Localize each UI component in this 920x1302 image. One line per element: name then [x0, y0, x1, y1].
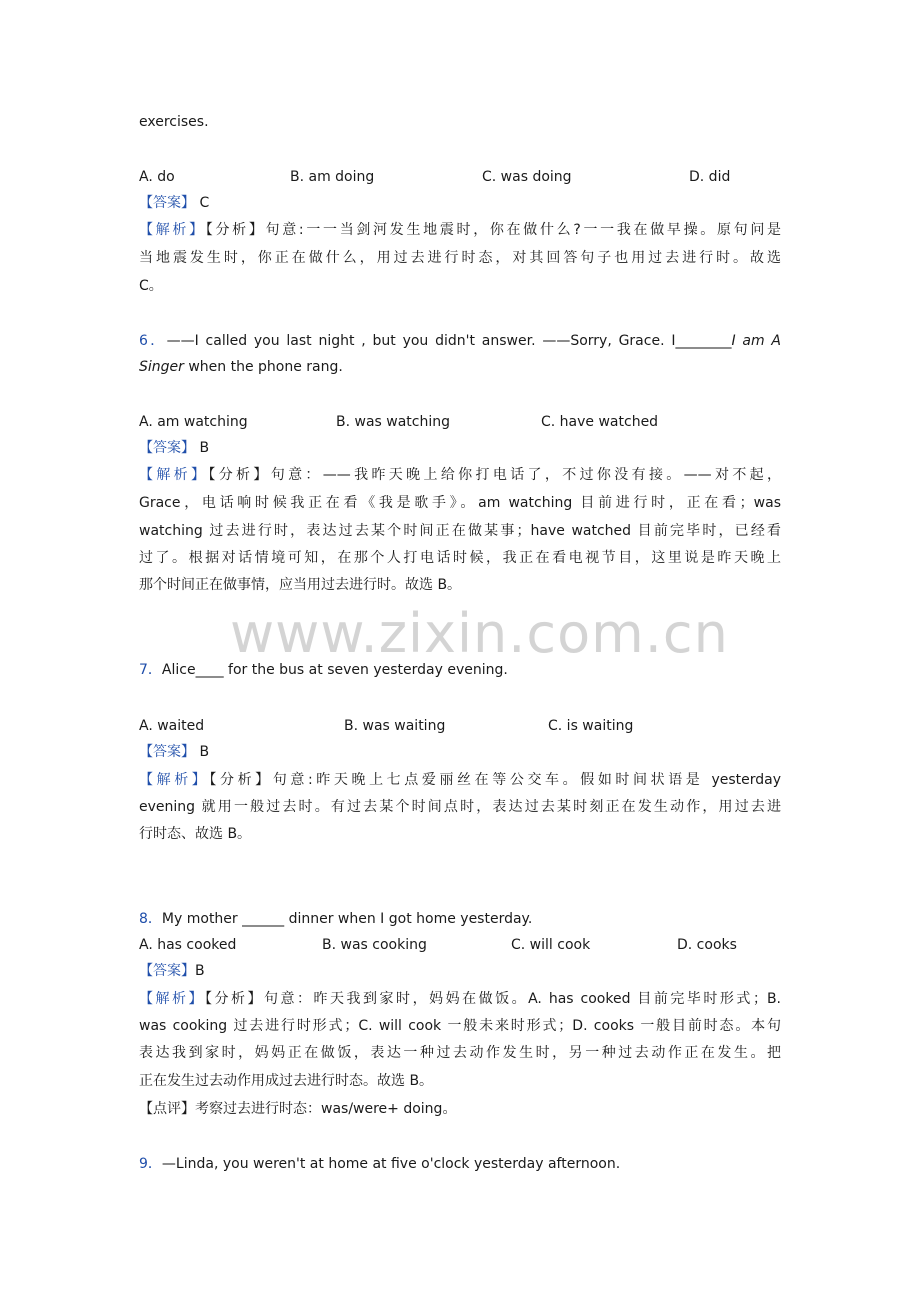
- comment-text: 考察过去进行时态：was/were+ doing。: [195, 1101, 457, 1117]
- q7-option-a: A. waited: [139, 718, 205, 734]
- q7-answer: [139, 742, 781, 762]
- fenxi-tag: 【分析】: [209, 772, 273, 788]
- analysis-tag: 【解析】: [139, 991, 206, 1007]
- q8-analysis-line-2: was cooking 过去进行时形式；C. will cook 一般未来时形式；D. cooks 一般目前时态。本句: [139, 1018, 781, 1034]
- q5-option-c: C. was doing: [482, 169, 572, 185]
- q7-blank: ____: [195, 662, 224, 678]
- q8-option-b: B. was cooking: [322, 937, 427, 953]
- q6-stem-text: ——I called you last night , but you didn't answer. ——Sorry, Grace. I________: [166, 333, 732, 349]
- q9-stem: [139, 1154, 781, 1174]
- analysis-text: 句意:昨天晚上七点爱丽丝在等公交车。假如时间状语是 yesterday: [272, 772, 781, 788]
- q6-stem-italic: I am A: [731, 333, 781, 349]
- answer-value: B: [199, 440, 210, 456]
- comment-tag: 【点评】: [139, 1101, 195, 1117]
- answer-value: B: [195, 963, 205, 979]
- q5-option-d: D. did: [689, 169, 731, 185]
- fenxi-tag: 【分析】: [205, 991, 265, 1007]
- question-number: 7．: [139, 662, 162, 678]
- q6-stem-text-2: when the phone rang.: [183, 359, 343, 375]
- analysis-text: 句意：昨天我到家时，妈妈在做饭。A. has cooked 目前完毕时形式；B.: [264, 991, 781, 1007]
- answer-tag: 【答案】: [139, 195, 195, 211]
- answer-tag: 【答案】: [139, 744, 195, 760]
- q6-option-c: C. have watched: [541, 414, 659, 430]
- question-number: 9．: [139, 1156, 162, 1172]
- fenxi-tag: 【分析】: [208, 467, 271, 483]
- q8-comment: [139, 1099, 781, 1119]
- q5-analysis-line-1: [139, 220, 781, 240]
- q7-analysis-line-1: [139, 770, 781, 790]
- q8-option-a: A. has cooked: [139, 937, 237, 953]
- q8-analysis-line-3: 表达我到家时，妈妈正在做饭，表达一种过去动作发生时，另一种过去动作正在发生。把: [139, 1045, 781, 1061]
- q8-option-c: C. will cook: [511, 937, 591, 953]
- q9-stem-text: —Linda, you weren't at home at five o'clock yesterday afternoon.: [161, 1156, 621, 1172]
- analysis-tag: 【解析】: [139, 222, 206, 238]
- q7-stem-text: Alice: [161, 662, 196, 678]
- q6-analysis-line-1: [139, 465, 781, 485]
- question-number: 8．: [139, 911, 162, 927]
- analysis-tag: 【解析】: [139, 772, 210, 788]
- q8-stem: [139, 909, 781, 929]
- q5-stem-end: exercises.: [139, 114, 209, 130]
- q7-analysis-line-3: 行时态、故选 B。: [139, 826, 252, 842]
- q8-option-d: D. cooks: [677, 937, 737, 953]
- q6-analysis-line-5: 那个时间正在做事情，应当用过去进行时。故选 B。: [139, 577, 462, 593]
- q6-analysis-line-4: 过了。根据对话情境可知，在那个人打电话时候，我正在看电视节目，这里说是昨天晚上: [139, 550, 781, 566]
- analysis-tag: 【解析】: [139, 467, 209, 483]
- q5-option-b: B. am doing: [290, 169, 375, 185]
- q7-option-b: B. was waiting: [344, 718, 446, 734]
- q7-stem: [139, 660, 781, 680]
- answer-tag: 【答案】: [139, 963, 195, 979]
- q7-option-c: C. is waiting: [548, 718, 634, 734]
- q6-option-a: A. am watching: [139, 414, 248, 430]
- analysis-text: 句意:一一当剑河发生地震时，你在做什么?一一我在做早操。原句问是: [265, 222, 782, 238]
- q6-answer: [139, 438, 781, 458]
- answer-value: C: [199, 195, 210, 211]
- answer-value: B: [199, 744, 210, 760]
- q5-option-a: A. do: [139, 169, 175, 185]
- fenxi-tag: 【分析】: [205, 222, 266, 238]
- q5-analysis-line-3: C。: [139, 278, 163, 294]
- q5-analysis-line-2: 当地震发生时，你正在做什么，用过去进行时态，对其回答句子也用过去进行时。故选: [139, 250, 781, 266]
- q6-analysis-line-3: watching 过去进行时，表达过去某个时间正在做某事；have watched 目前完毕时，已经看: [139, 523, 781, 539]
- q6-stem-italic-2: Singer: [139, 359, 184, 375]
- q6-stem-line-1: [139, 331, 781, 351]
- q6-analysis-line-2: Grace，电话响时候我正在看《我是歌手》。am watching 目前进行时，正在看；was: [139, 495, 781, 511]
- q8-analysis-line-1: [139, 989, 781, 1009]
- q8-analysis-line-4: 正在发生过去动作用成过去进行时态。故选 B。: [139, 1073, 434, 1089]
- q8-answer: [139, 961, 781, 981]
- q8-stem-text: My mother ______ dinner when I got home yesterday.: [161, 911, 533, 927]
- q5-answer: [139, 193, 781, 213]
- watermark: www.zixin.com.cn: [230, 602, 729, 665]
- q7-stem-text-2: for the bus at seven yesterday evening.: [223, 662, 508, 678]
- answer-tag: 【答案】: [139, 440, 195, 456]
- q6-stem-line-2: [139, 357, 781, 377]
- analysis-text: 句意：——我昨天晚上给你打电话了，不过你没有接。——对不起，: [270, 467, 782, 483]
- question-number: 6．: [139, 333, 167, 349]
- q7-analysis-line-2: evening 就用一般过去时。有过去某个时间点时，表达过去某时刻正在发生动作，用过去进: [139, 799, 781, 815]
- q6-option-b: B. was watching: [336, 414, 451, 430]
